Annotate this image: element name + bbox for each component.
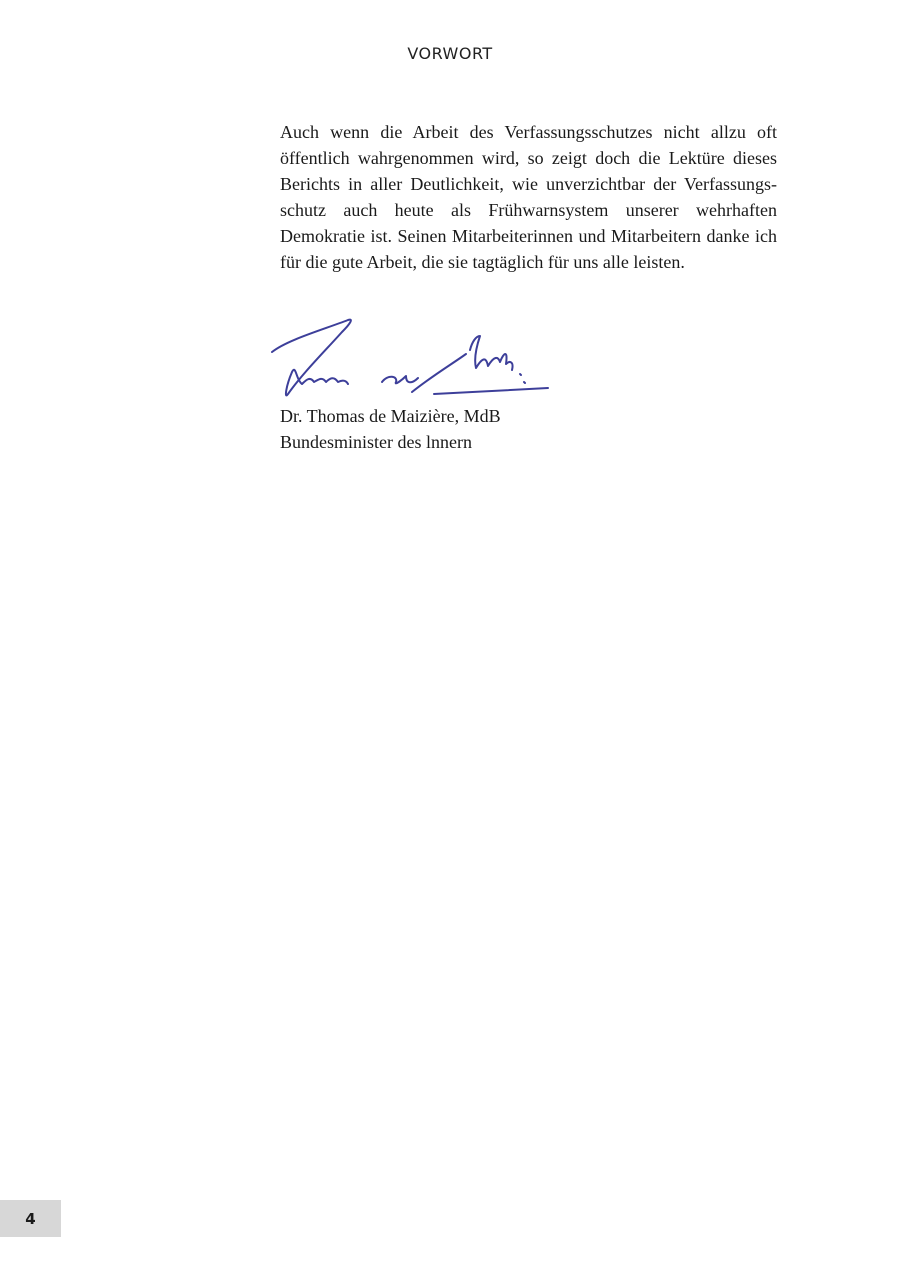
signer-name: Dr. Thomas de Maizière, MdB (280, 406, 501, 426)
page-header-title: VORWORT (407, 44, 493, 63)
signer-role: Bundesminister des lnnern (280, 432, 472, 452)
page-number: 4 (25, 1209, 36, 1228)
signer-block (280, 403, 501, 455)
signature-strokes (272, 320, 548, 396)
body-paragraph: Auch wenn die Arbeit des Verfassungsschutzes nicht allzu oft öffentlich wahrgenommen wird, so zeigt doch die Lektüre dieses Berichts in aller Deutlichkeit, wie unverzichtbar der Verfassungsschutz auch heute als Frühwarnsystem unserer wehrhaften Demokratie ist. Seinen Mitarbeiterinnen und Mitarbeitern danke ich für die gute Arbeit, die sie tagtäglich für uns alle leisten. (280, 122, 777, 272)
handwritten-signature (262, 310, 554, 406)
page-number-badge (0, 1200, 61, 1237)
